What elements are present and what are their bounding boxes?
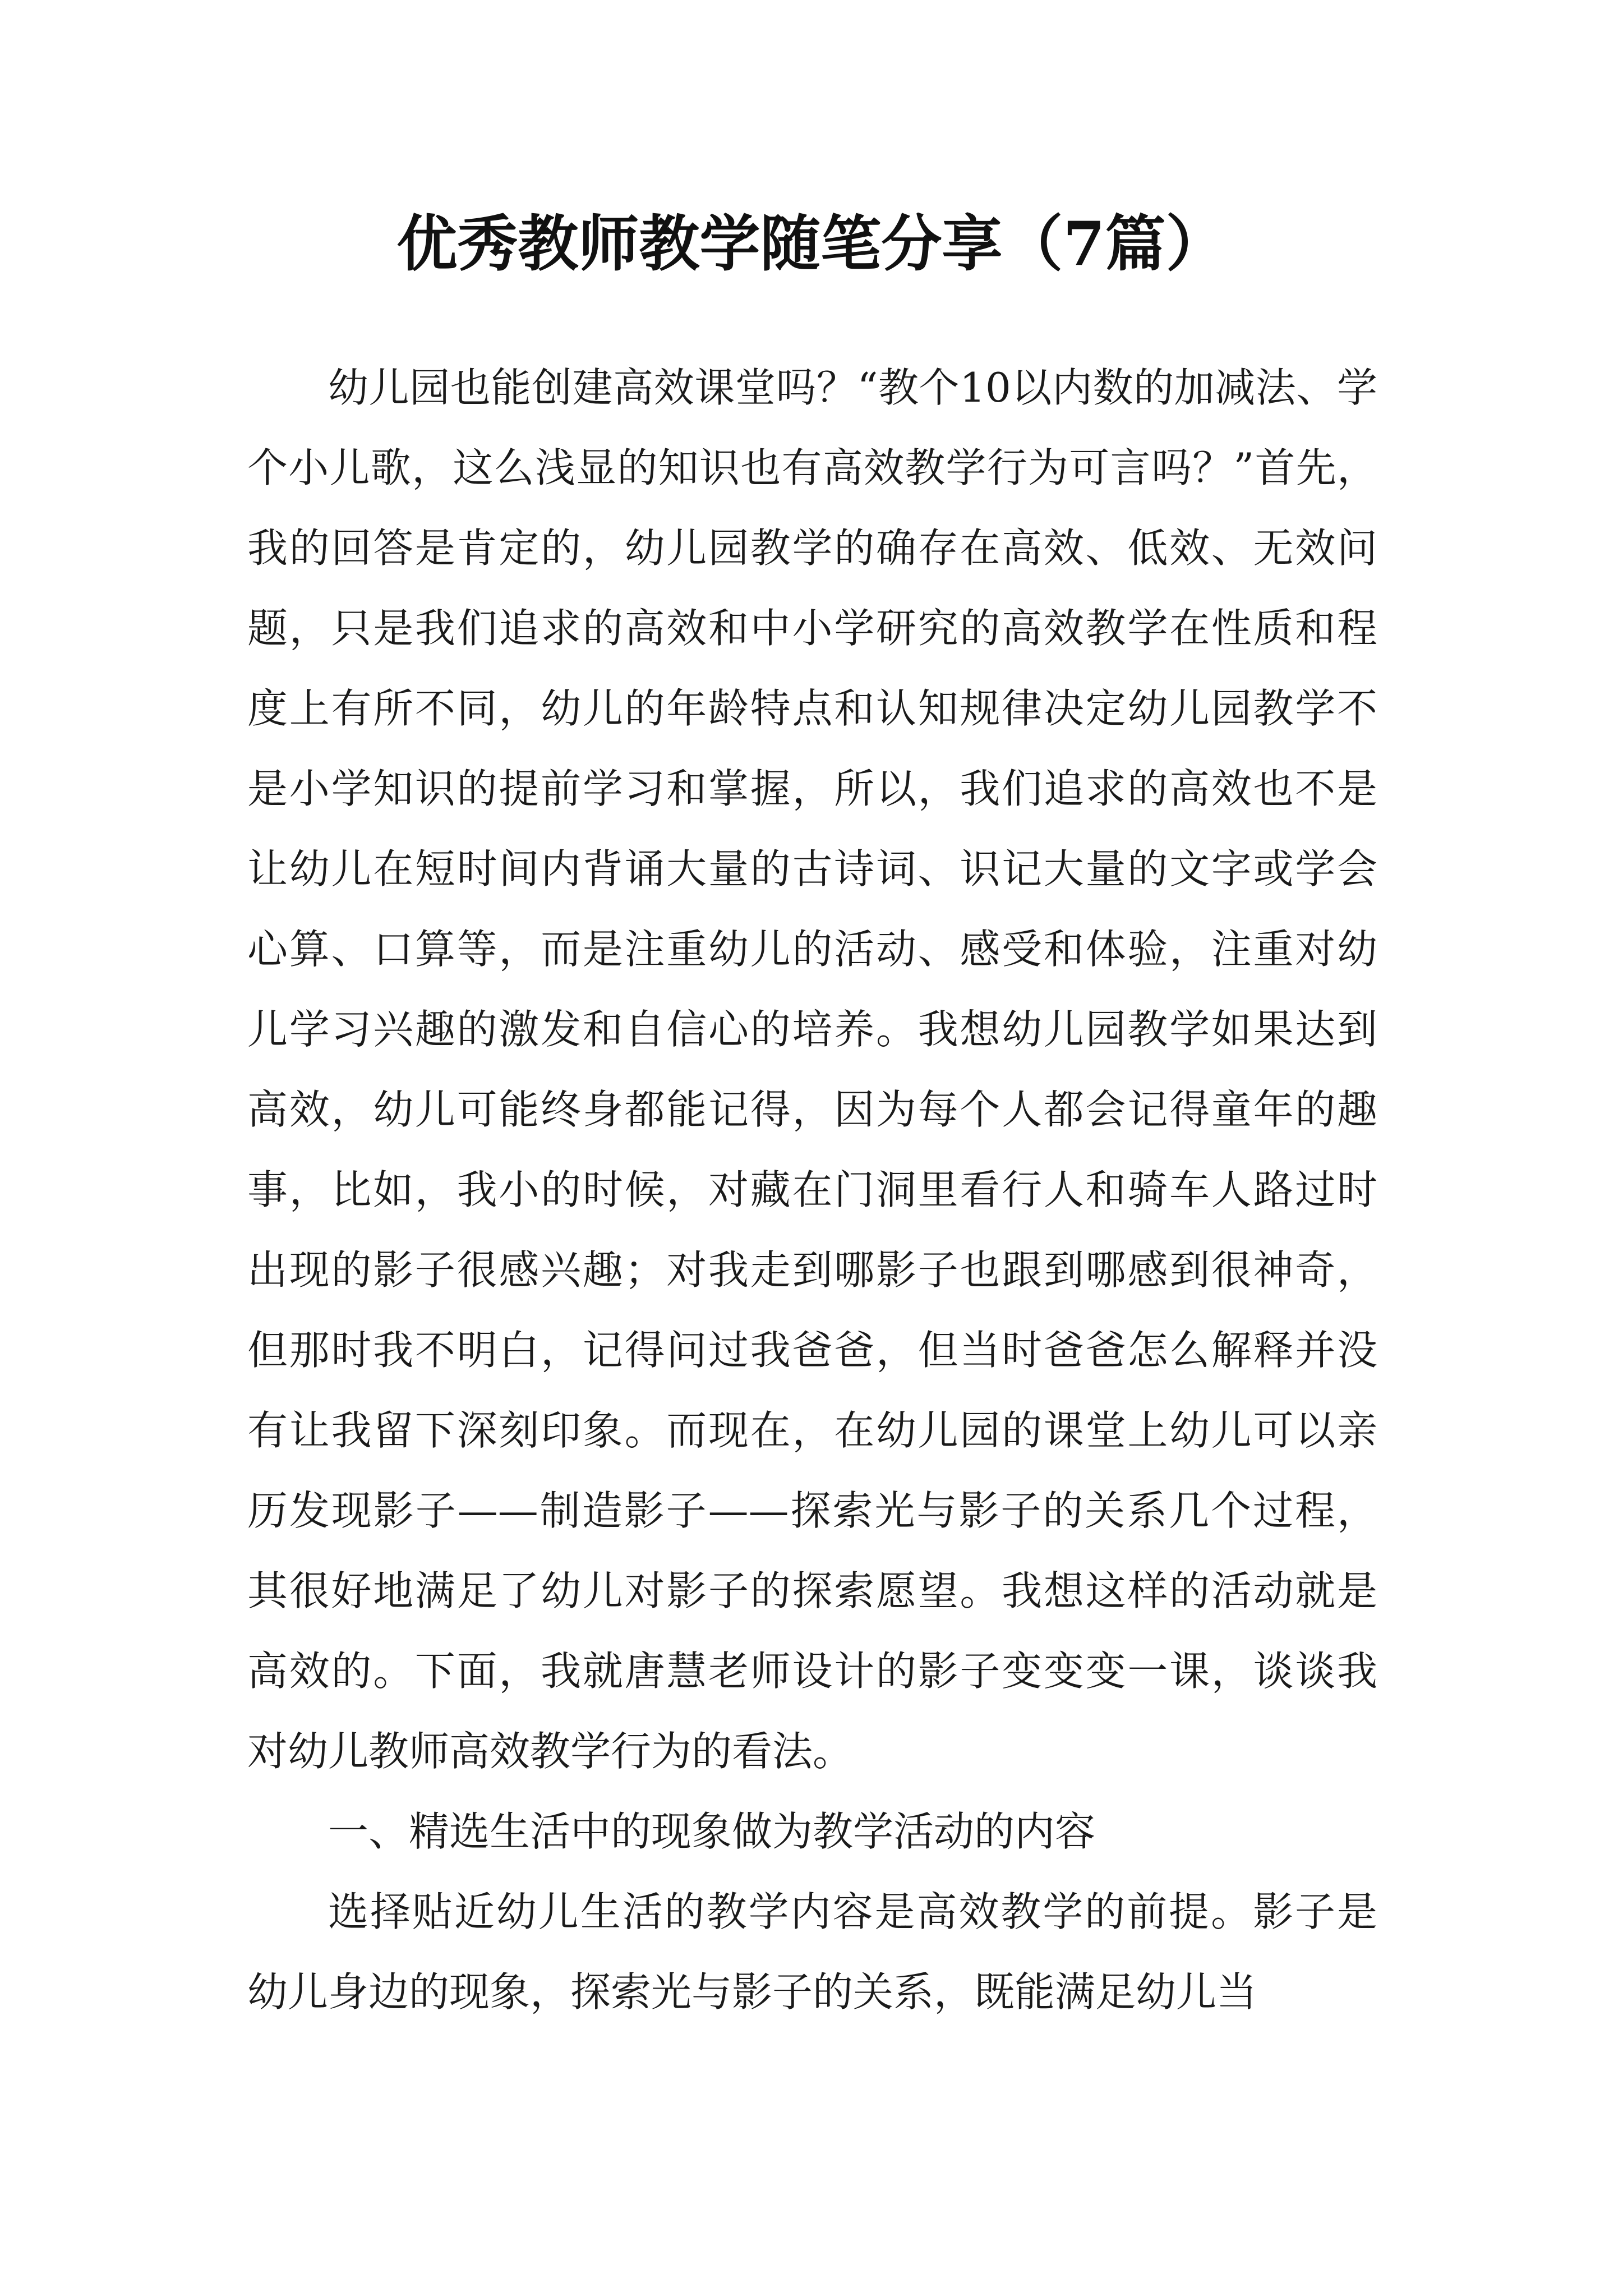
- paragraph-intro: 幼儿园也能创建高效课堂吗？“教个10以内数的加减法、学个小儿歌，这么浅显的知识也有高效教学行为可言吗？”首先，我的回答是肯定的，幼儿园教学的确存在高效、低效、无效问题，只是我们追求的高效和中小学研究的高效教学在性质和程度上有所不同，幼儿的年龄特点和认知规律决定幼儿园教学不是小学知识的提前学习和掌握，所以，我们追求的高效也不是让幼儿在短时间内背诵大量的古诗词、识记大量的文字或学会心算、口算等，而是注重幼儿的活动、感受和体验，注重对幼儿学习兴趣的激发和自信心的培养。我想幼儿园教学如果达到高效，幼儿可能终身都能记得，因为每个人都会记得童年的趣事，比如，我小的时候，对藏在门洞里看行人和骑车人路过时出现的影子很感兴趣；对我走到哪影子也跟到哪感到很神奇，但那时我不明白，记得问过我爸爸，但当时爸爸怎么解释并没有让我留下深刻印象。而现在，在幼儿园的课堂上幼儿可以亲历发现影子——制造影子——探索光与影子的关系几个过程，其很好地满足了幼儿对影子的探索愿望。我想这样的活动就是高效的。下面，我就唐慧老师设计的影子变变变一课，谈谈我对幼儿教师高效教学行为的看法。: [247, 364, 1377, 1775]
- document-body: [247, 348, 1377, 2032]
- section-heading-1: 一、精选生活中的现象做为教学活动的内容: [328, 1808, 1096, 1855]
- document-title: 优秀教师教学随笔分享（7篇）: [396, 209, 1227, 279]
- paragraph-section-1: 选择贴近幼儿生活的教学内容是高效教学的前提。影子是幼儿身边的现象，探索光与影子的关系，既能满足幼儿当: [247, 1888, 1377, 2016]
